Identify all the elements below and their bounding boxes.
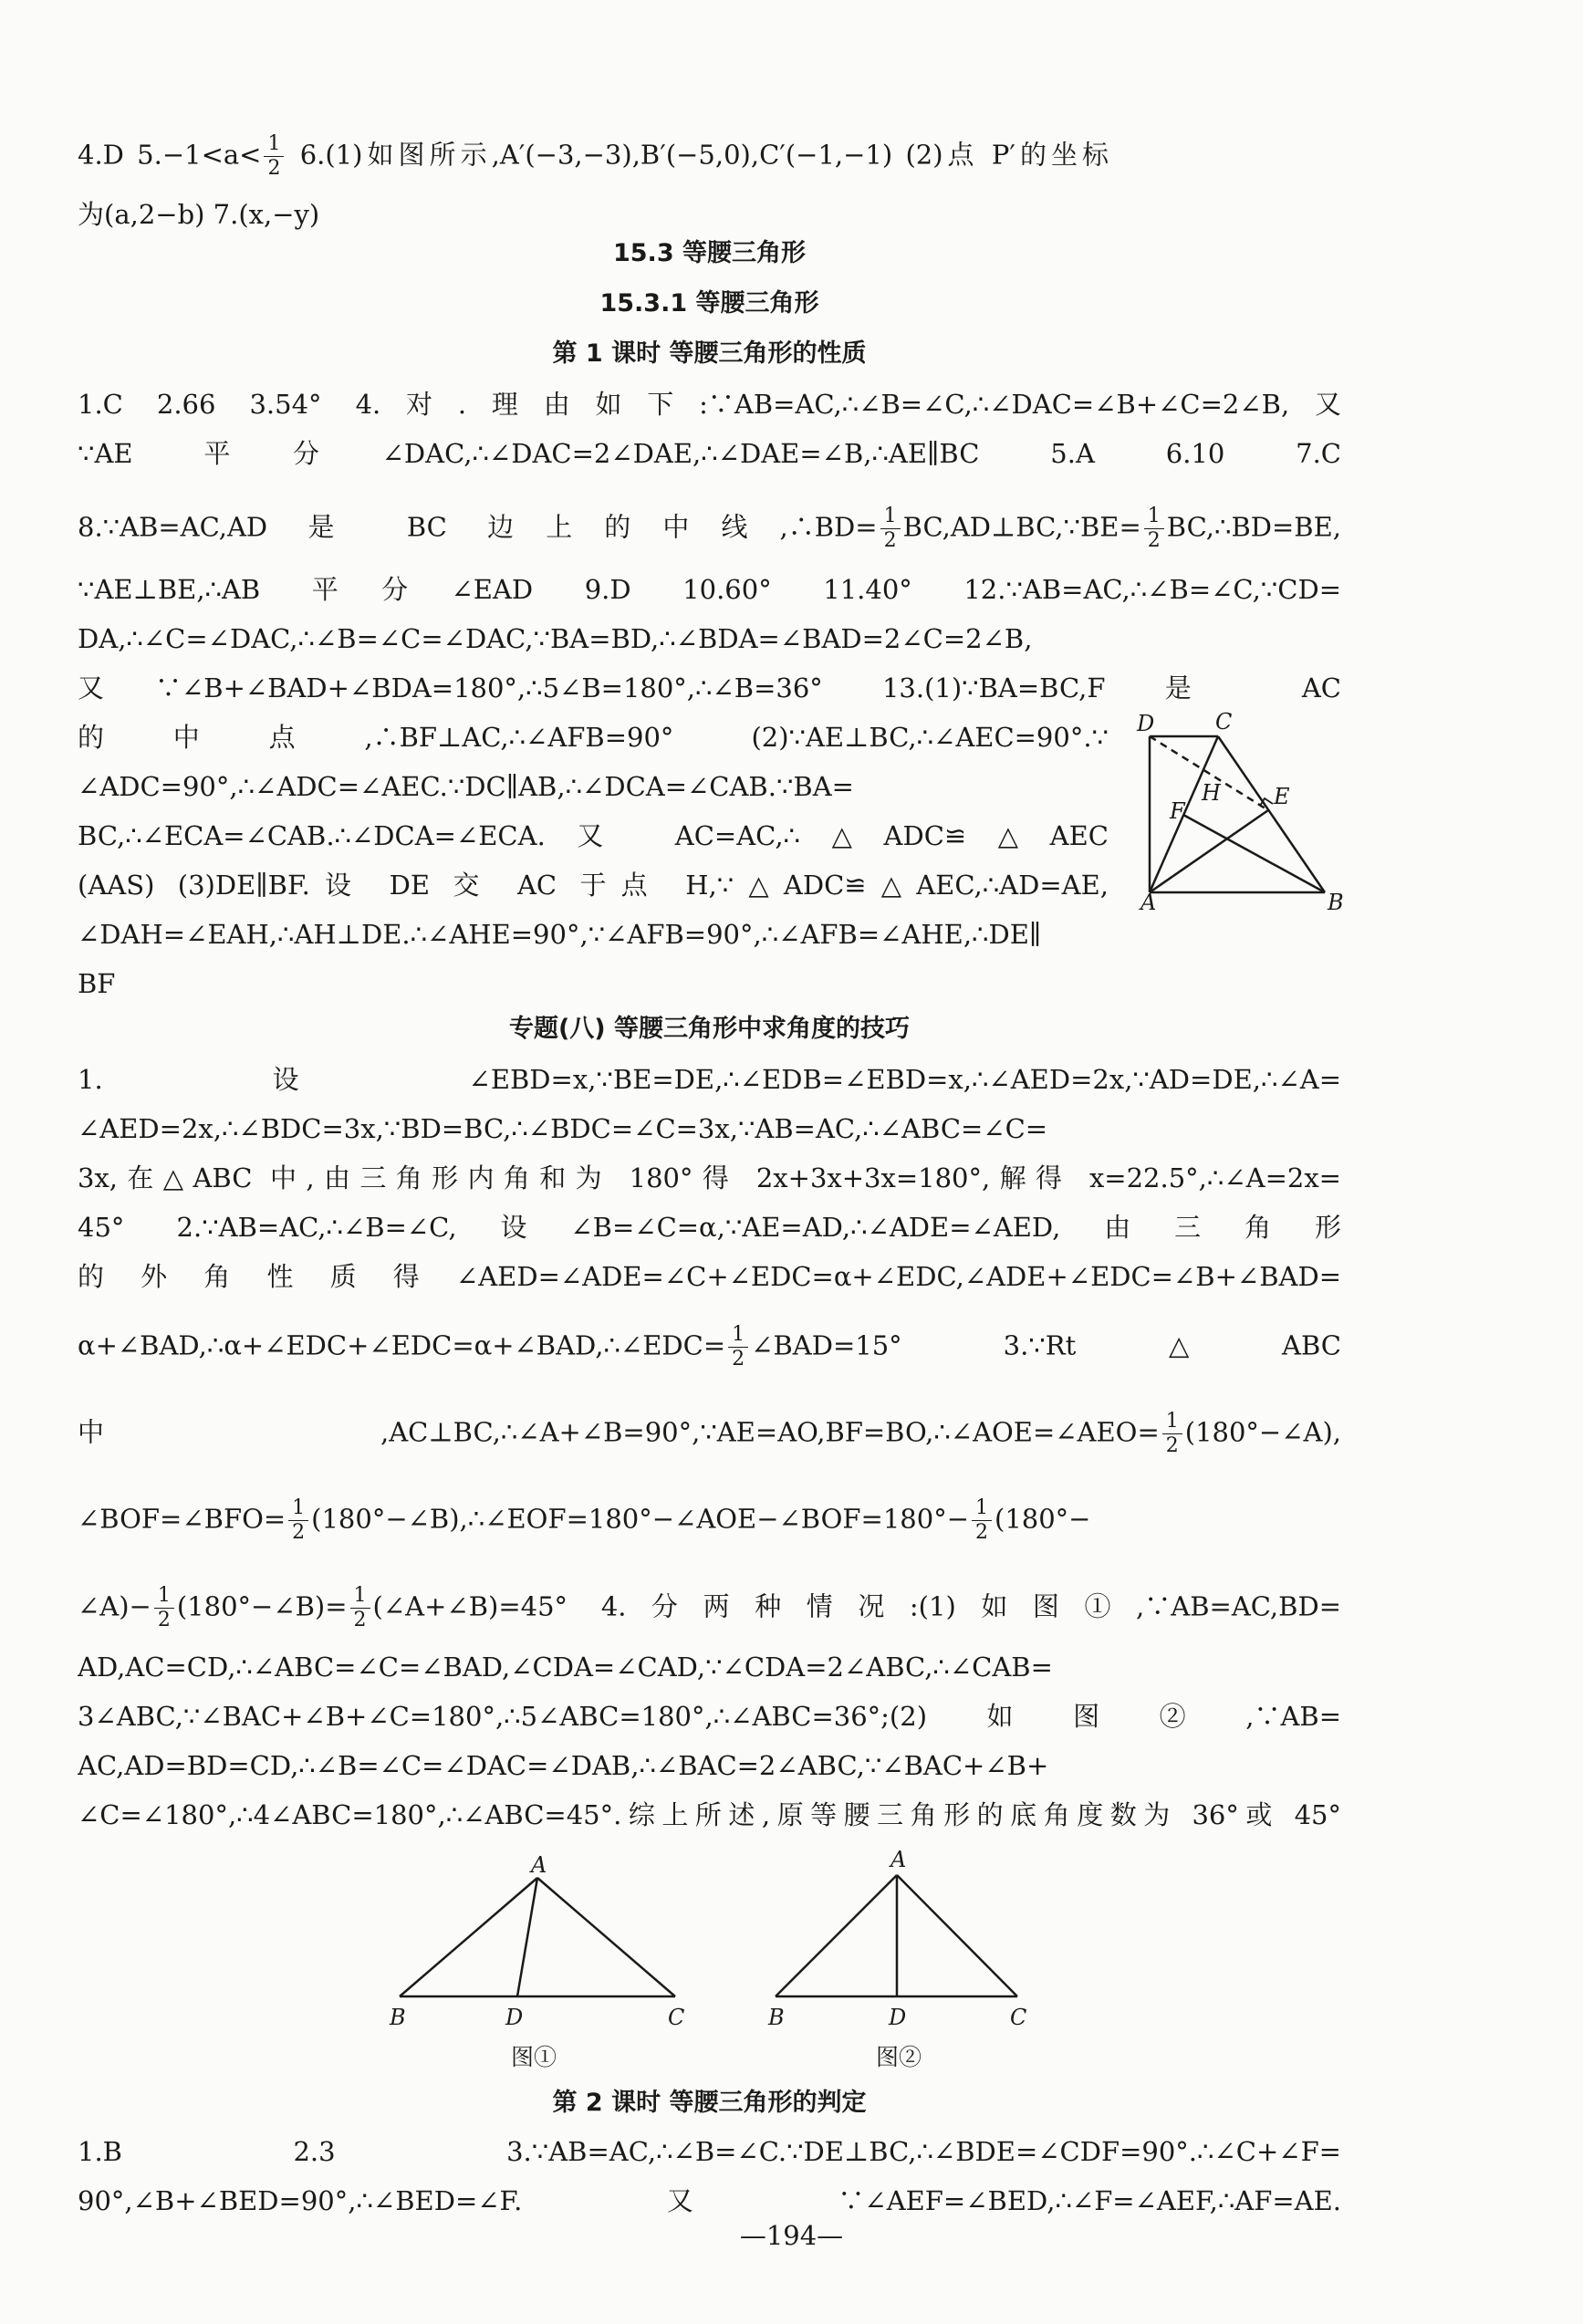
point-c-label: C xyxy=(1215,709,1233,735)
answer-line: ∠A)− $\frac{1}{2}$ (180°−∠B)= $\frac{1}{2}$ (∠A+∠B)=45° 4.分两种情况:(1)如图①,∵AB=AC,BD= xyxy=(78,1584,1341,1631)
answer-line: 的中点,∴BF⊥AC,∴∠AFB=90° (2)∵AE⊥BC,∴∠AEC=90°.∵ xyxy=(78,722,1109,753)
answer-line: ∠DAH=∠EAH,∴AH⊥DE.∴∠AHE=90°,∵∠AFB=90°,∴∠AFB=∠AHE,∴DE∥ xyxy=(78,919,1042,950)
answer-line: 3x,在△ABC 中,由三角形内角和为 180°得 2x+3x+3x=180°,解得 x=22.5°,∴∠A=2x= xyxy=(78,1162,1341,1193)
fraction: $\frac{1}{2}$ xyxy=(880,505,901,553)
fraction: $\frac{1}{2}$ xyxy=(728,1323,748,1371)
quadrilateral-figure xyxy=(1137,709,1346,915)
point-c-label: C xyxy=(668,2005,685,2030)
figure-caption: 图② xyxy=(876,2044,922,2070)
segment-ac xyxy=(537,1878,675,1996)
answer-line: BF xyxy=(78,968,116,999)
segment-ab xyxy=(400,1878,537,1996)
point-f-label: F xyxy=(1170,798,1185,824)
point-e-label: E xyxy=(1274,784,1290,809)
answer-line: 1.设∠EBD=x,∵BE=DE,∴∠EDB=∠EBD=x,∴∠AED=2x,∵AD=DE,∴∠A= xyxy=(78,1064,1341,1095)
point-d-label: D xyxy=(505,2005,524,2030)
fraction: $\frac{1}{2}$ xyxy=(1144,505,1164,553)
answer-line: ∠BOF=∠BFO= $\frac{1}{2}$ (180°−∠B),∴∠EOF=180°−∠AOE−∠BOF=180°− $\frac{1}{2}$ (180°− xyxy=(78,1496,1091,1544)
point-b-label: B xyxy=(768,2005,785,2030)
answer-line: DA,∴∠C=∠DAC,∴∠B=∠C=∠DAC,∵BA=BD,∴∠BDA=∠BAD=2∠C=2∠B, xyxy=(78,623,1033,654)
point-h-label: H xyxy=(1202,780,1221,806)
figure-1-diagram xyxy=(383,1848,693,2076)
fraction: $\frac{1}{2}$ xyxy=(154,1584,174,1632)
subsection-heading: 15.3.1 等腰三角形 xyxy=(599,289,819,318)
point-b-label: B xyxy=(1328,890,1344,915)
answer-line: ∠C=∠180°,∴4∠ABC=180°,∴∠ABC=45°.综上所述,原等腰三角形的底角度数为 36°或 45° xyxy=(78,1799,1341,1830)
lesson-heading: 第 1 课时 等腰三角形的性质 xyxy=(552,339,867,368)
answer-line: 的外角性质得∠AED=∠ADE=∠C+∠EDC=α+∠EDC,∠ADE+∠EDC=∠B+∠BAD= xyxy=(78,1261,1341,1292)
point-b-label: B xyxy=(390,2005,406,2030)
point-a-label: A xyxy=(1140,890,1157,915)
page-number: —194— xyxy=(739,2220,844,2251)
figure-13-diagram xyxy=(1137,709,1346,915)
lesson-heading: 第 2 课时 等腰三角形的判定 xyxy=(552,2089,867,2117)
fraction: $\frac{1}{2}$ xyxy=(1162,1410,1182,1458)
segment-ac xyxy=(897,1875,1017,1996)
answer-line: ∵AE⊥BE,∴AB 平分∠EAD 9.D 10.60° 11.40° 12.∵AB=AC,∴∠B=∠C,∵CD= xyxy=(78,574,1341,605)
point-a-label: A xyxy=(890,1847,907,1872)
point-a-label: A xyxy=(531,1852,547,1878)
answer-line: 3∠ABC,∵∠BAC+∠B+∠C=180°,∴5∠ABC=180°,∴∠ABC=36°;(2)如图②,∵AB= xyxy=(78,1701,1341,1732)
figure-caption: 图① xyxy=(511,2044,557,2070)
fraction: $\frac{1}{2}$ xyxy=(264,132,284,181)
figure-2 xyxy=(757,1848,1049,2076)
figure-1 xyxy=(383,1848,693,2076)
answer-line: 1.C 2.66 3.54° 4.对.理由如下:∵AB=AC,∴∠B=∠C,∴∠DAC=∠B+∠C=2∠B,又 xyxy=(78,389,1341,420)
answer-line: 又∵∠B+∠BAD+∠BDA=180°,∴5∠B=180°,∴∠B=36° 13.(1)∵BA=BC,F 是 AC xyxy=(78,672,1341,703)
answer-line: 90°,∠B+∠BED=90°,∴∠BED=∠F.又∵∠AEF=∠BED,∴∠F=∠AEF,∴AF=AE. xyxy=(78,2185,1341,2216)
answer-line: AD,AC=CD,∴∠ABC=∠C=∠BAD,∠CDA=∠CAD,∵∠CDA=2∠ABC,∴∠CAB= xyxy=(78,1652,1053,1683)
answer-line: ∠ADC=90°,∴∠ADC=∠AEC.∵DC∥AB,∴∠DCA=∠CAB.∵BA= xyxy=(78,771,854,802)
segment-cb xyxy=(1218,736,1325,892)
answer-line: 中,AC⊥BC,∴∠A+∠B=90°,∵AE=AO,BF=BO,∴∠AOE=∠AEO= $\frac{1}{2}$ (180°−∠A), xyxy=(78,1410,1341,1457)
answer-line: 1.B 2.3 3.∵AB=AC,∴∠B=∠C.∵DE⊥BC,∴∠BDE=∠CDF=90°.∴∠C+∠F= xyxy=(78,2136,1341,2167)
answer-line: (AAS) (3)DE∥BF.设 DE 交 AC 于点 H,∵△ADC≌△AEC,∴AD=AE, xyxy=(78,870,1109,901)
point-c-label: C xyxy=(1010,2005,1027,2030)
answer-line: 4.D 5.−1<a< $\frac{1}{2}$ 6.(1)如图所示,A′(−3,−3),B′(−5,0),C′(−1,−1) (2)点 P′的坐标 xyxy=(78,132,1109,180)
fraction: $\frac{1}{2}$ xyxy=(972,1496,992,1545)
segment-ad xyxy=(517,1878,537,1996)
fraction: $\frac{1}{2}$ xyxy=(350,1584,370,1632)
answer-line: 45° 2.∵AB=AC,∴∠B=∠C,设∠B=∠C=α,∵AE=AD,∴∠ADE=∠AED,由三角形 xyxy=(78,1212,1341,1243)
answer-line: α+∠BAD,∴α+∠EDC+∠EDC=α+∠BAD,∴∠EDC= $\frac{1}{2}$ ∠BAD=15° 3.∵Rt△ABC xyxy=(78,1323,1341,1370)
segment-ab xyxy=(776,1875,897,1996)
answer-line: 8.∵AB=AC,AD 是 BC 边上的中线,∴BD= $\frac{1}{2}$ BC,AD⊥BC,∵BE= $\frac{1}{2}$ BC,∴BD=BE, xyxy=(78,505,1341,552)
figure-2-diagram xyxy=(757,1848,1049,2076)
answer-line: BC,∴∠ECA=∠CAB.∴∠DCA=∠ECA.又 AC=AC,∴△ADC≌△AEC xyxy=(78,820,1109,851)
point-d-label: D xyxy=(1137,711,1155,736)
fraction: $\frac{1}{2}$ xyxy=(288,1496,308,1545)
answer-line: AC,AD=BD=CD,∴∠B=∠C=∠DAC=∠DAB,∴∠BAC=2∠ABC,∵∠BAC+∠B+ xyxy=(78,1750,1049,1781)
section-heading: 15.3 等腰三角形 xyxy=(612,239,807,267)
topic-heading: 专题(八) 等腰三角形中求角度的技巧 xyxy=(508,1015,911,1043)
answer-line: ∠AED=2x,∴∠BDC=3x,∵BD=BC,∴∠BDC=∠C=3x,∵AB=AC,∴∠ABC=∠C= xyxy=(78,1113,1048,1144)
answer-line: ∵AE 平分∠DAC,∴∠DAC=2∠DAE,∴∠DAE=∠B,∴AE∥BC 5.A 6.10 7.C xyxy=(78,438,1341,469)
point-d-label: D xyxy=(889,2005,907,2030)
answer-line: 为(a,2−b) 7.(x,−y) xyxy=(78,199,320,230)
